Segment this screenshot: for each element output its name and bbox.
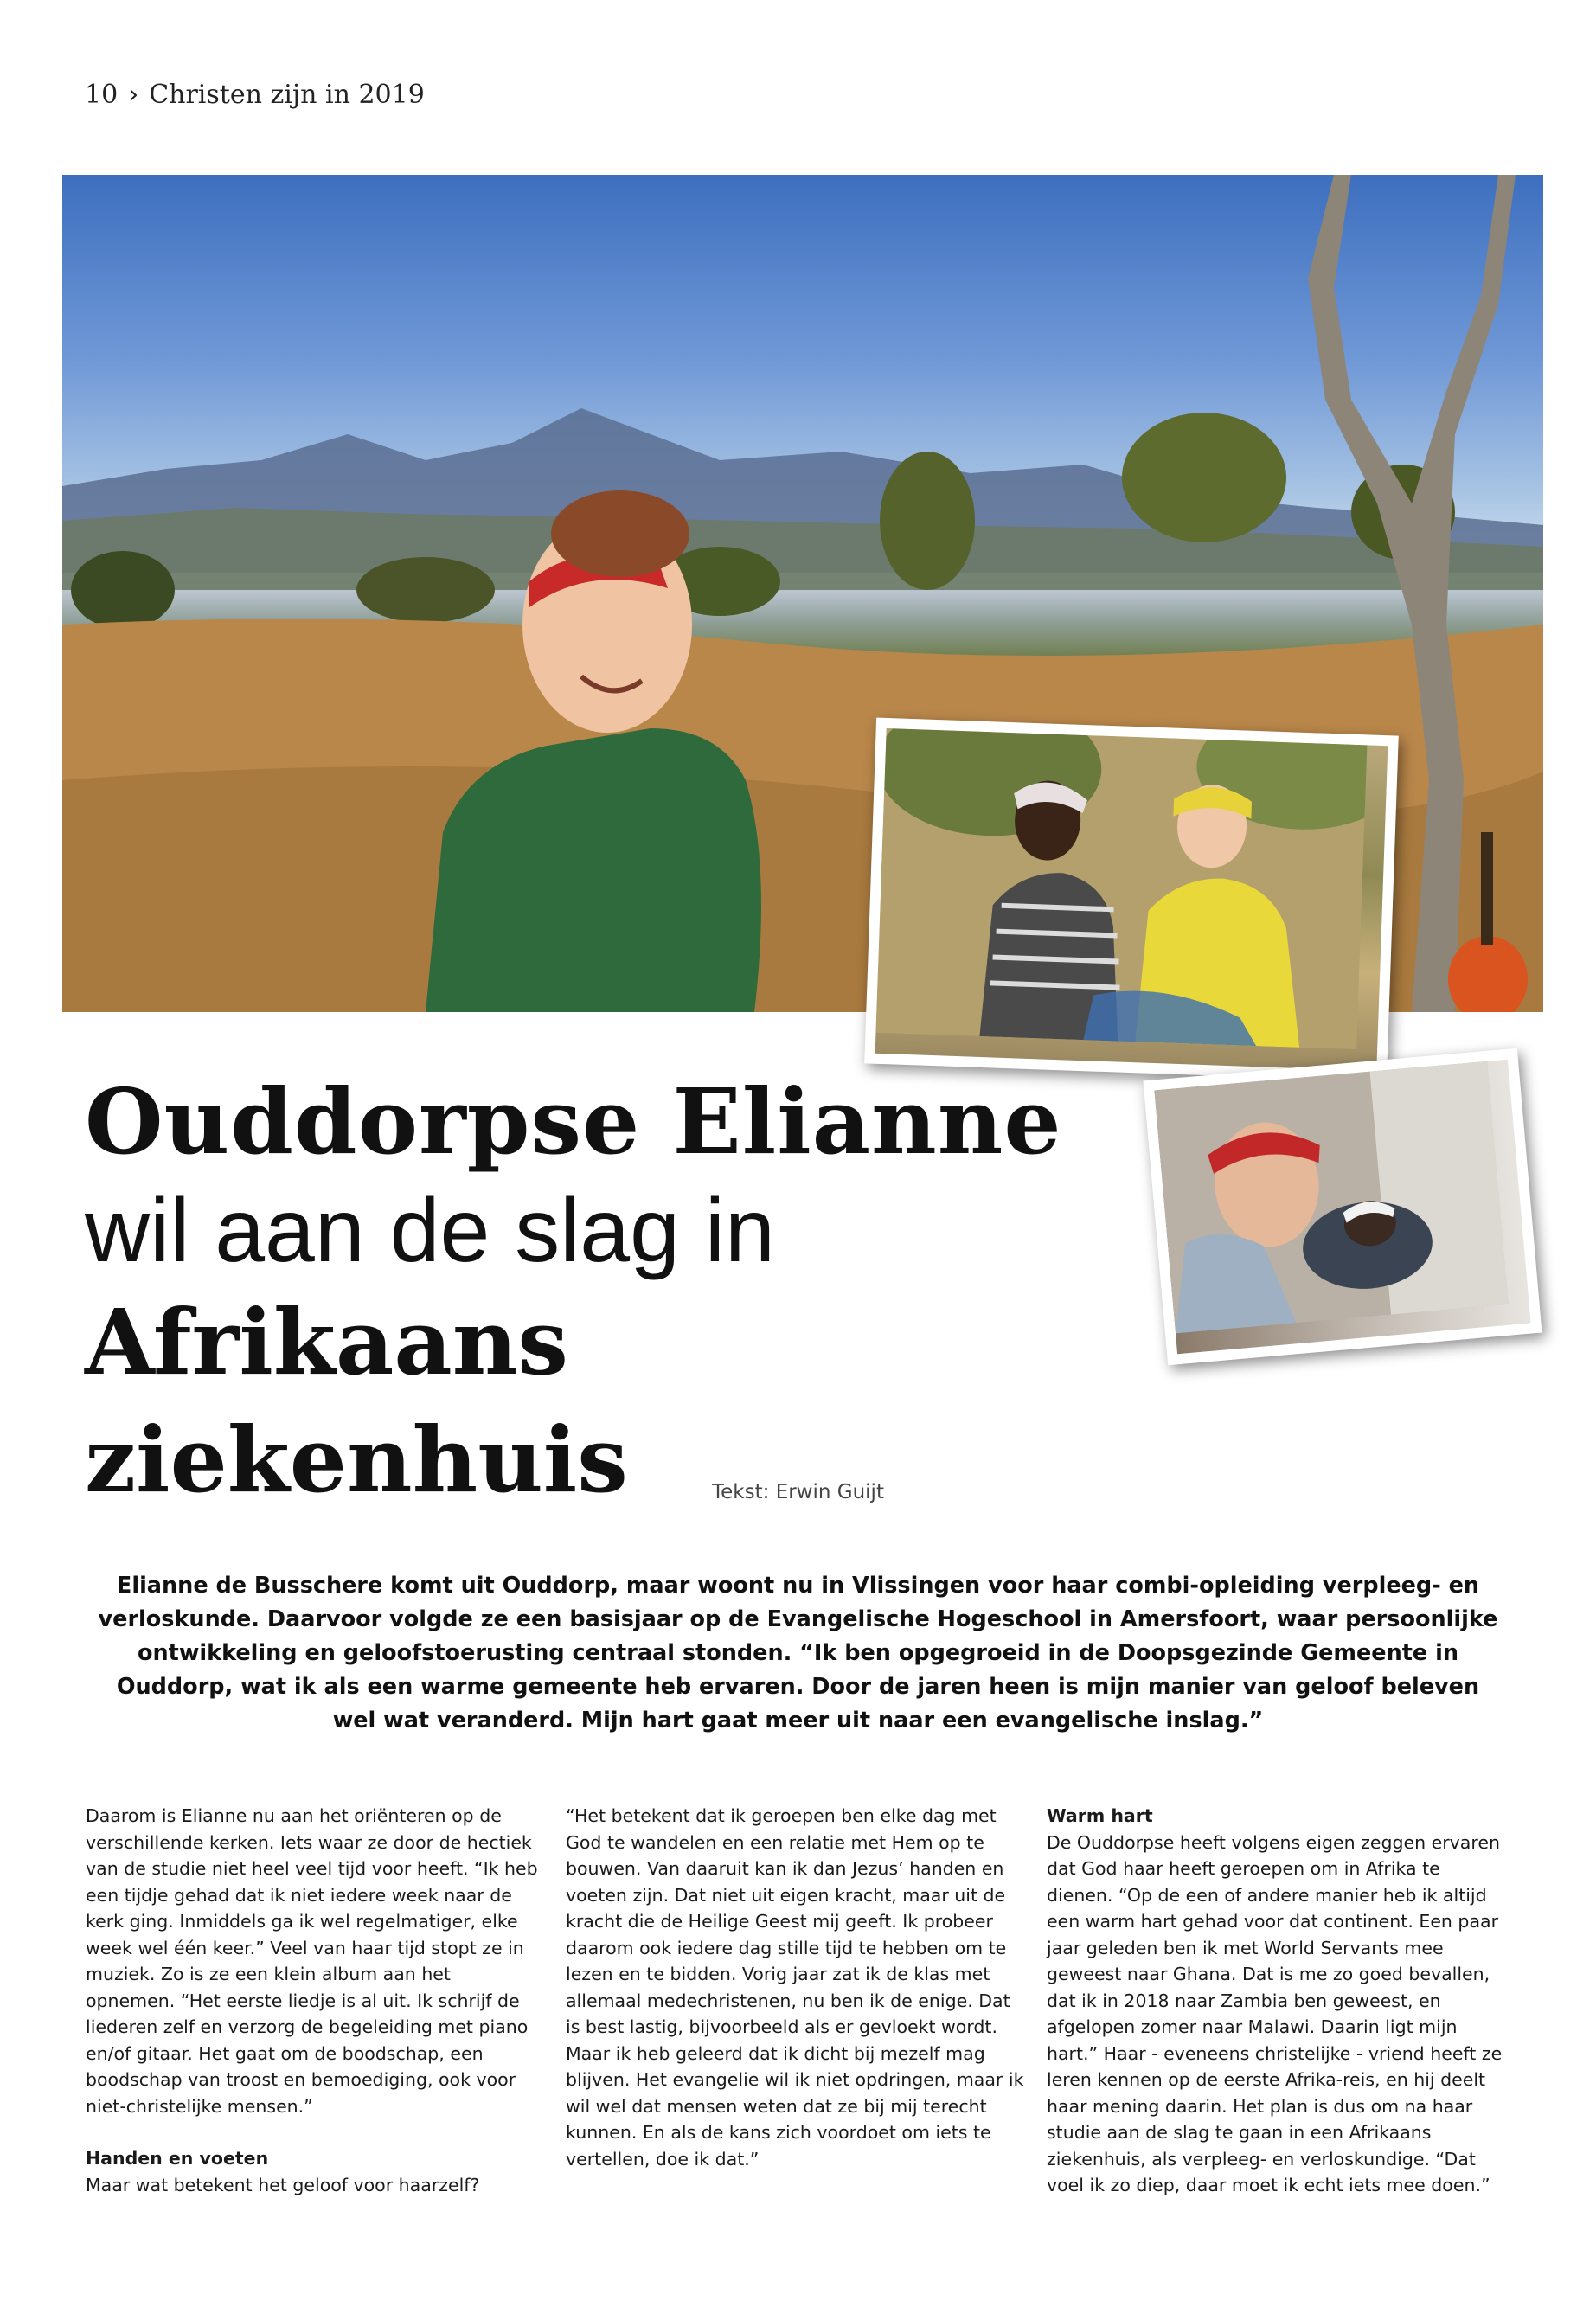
paragraph: Daarom is Elianne nu aan het oriënteren op de verschillende kerken. Iets waar ze door de hectiek van de studie niet heel veel tijd voor heeft. “Ik heb een tijdje gehad dat ik niet iedere week naar de kerk ging. Inmiddels ga ik wel regelmatiger, elke week wel één keer.” Veel van haar tijd stopt ze in muziek. Zo is ze een klein album aan het opnemen. “Het eerste liedje is al uit. Ik schrijf de liederen zelf en verzorg de begeleiding met piano en/of gitaar. Het gaat om de boodschap, een boodschap van troost en bemoediging, ook voor niet-christelijke mensen.” bbox=[86, 1805, 538, 2117]
subheading: Handen en voeten bbox=[86, 2148, 269, 2169]
subheading: Warm hart bbox=[1047, 1805, 1153, 1826]
photo-woman-with-baby bbox=[1143, 1048, 1542, 1366]
paragraph: “Het betekent dat ik geroepen ben elke dag met God te wandelen en een relatie met Hem op te bouwen. Van daaruit kan ik dan Jezus’ handen en voeten zijn. Dat niet uit eigen kracht, maar uit de kracht die de Heilige Geest mij geeft. Ik probeer daarom ook iedere dag stille tijd te hebben om te lezen en te bidden. Vorig jaar zat ik de klas met allemaal medechristenen, nu ben ik de enige. Dat is best lastig, bijvoorbeeld als er gevloekt wordt. Maar ik heb geleerd dat ik dicht bij mezelf mag blijven. Het evangelie wil ik niet opdringen, maar ik wil wel dat mensen weten dat ze bij mij terecht kunnen. En als de kans zich voordoet om iets te vertellen, doe ik dat.” bbox=[566, 1805, 1024, 2170]
text-column-3 bbox=[1047, 1803, 1505, 2199]
author-credit: Tekst: Erwin Guijt bbox=[712, 1481, 884, 1503]
page-number: 10 bbox=[85, 80, 119, 110]
paragraph: Maar wat betekent het geloof voor haarzelf? bbox=[86, 2174, 480, 2195]
text-column-2 bbox=[566, 1803, 1024, 2172]
chevron-right-icon: › bbox=[128, 80, 139, 110]
title-line-3: Afrikaans ziekenhuis bbox=[85, 1289, 628, 1513]
photo-illustration bbox=[1154, 1061, 1508, 1334]
section-title: Christen zijn in 2019 bbox=[149, 80, 425, 110]
photo-illustration bbox=[875, 728, 1367, 1049]
title-line-2: wil aan de slag in bbox=[85, 1181, 775, 1281]
photo-women-sitting bbox=[864, 718, 1399, 1082]
article-title bbox=[85, 1066, 1123, 1519]
paragraph: De Ouddorpse heeft volgens eigen zeggen ervaren dat God haar heeft geroepen om in Afrika te dienen. “Op de een of andere manier heb ik altijd een warm hart gehad voor dat continent. Een paar jaar geleden ben ik met World Servants mee geweest naar Ghana. Dat is me zo goed bevallen, dat ik in 2018 naar Zambia ben geweest, en afgelopen zomer naar Malawi. Daarin ligt mijn hart.” Haar - eveneens christelijke - vriend heeft ze leren kennen op de eerste Afrika-reis, en hij deelt haar mening daarin. Het plan is dus om na haar studie aan de slag te gaan in een Afrikaans ziekenhuis, als verpleeg- en verloskundige. “Dat voel ik zo diep, daar moet ik echt iets mee doen.” bbox=[1047, 1831, 1503, 2195]
running-header bbox=[85, 80, 425, 110]
text-column-1 bbox=[86, 1803, 544, 2198]
title-line-1: Ouddorpse Elianne bbox=[85, 1068, 1062, 1175]
intro-paragraph: Elianne de Busschere komt uit Ouddorp, maar woont nu in Vlissingen voor haar combi-opleiding verpleeg- en verloskunde. Daarvoor volgde ze een basisjaar op de Evangelische Hogeschool in Amersfoort, waar persoonlijke ontwikkeling en geloofstoerusting centraal stonden. “Ik ben opgegroeid in de Doopsgezinde Gemeente in Ouddorp, wat ik als een warme gemeente heb ervaren. Door de jaren heen is mijn manier van geloof beleven wel wat veranderd. Mijn hart gaat meer uit naar een evangelische inslag.” bbox=[98, 1573, 1498, 1734]
